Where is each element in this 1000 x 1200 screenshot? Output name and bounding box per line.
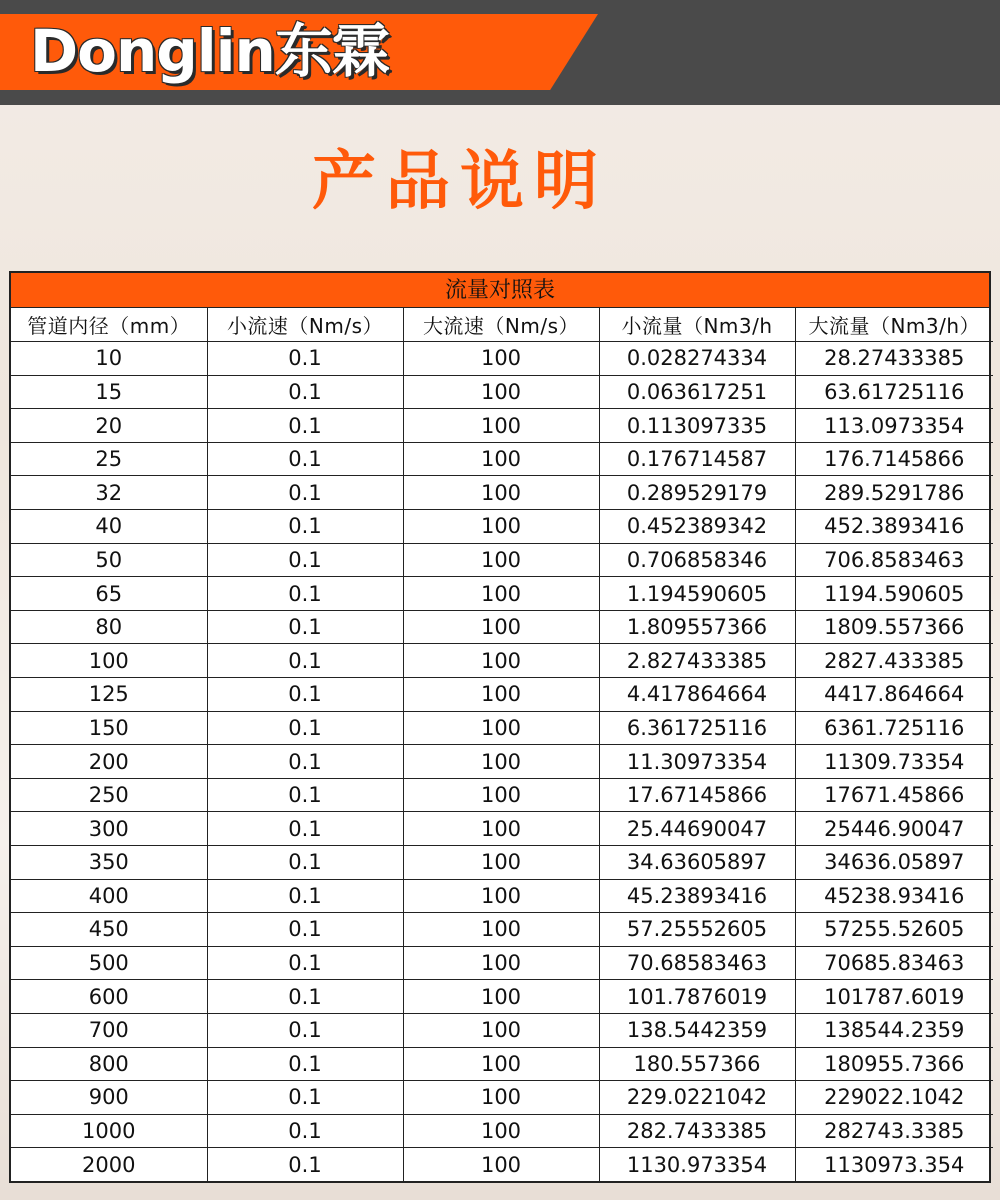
cell-pipe-diameter: 600 [11, 980, 207, 1014]
cell-min-flow: 282.7433385 [599, 1114, 795, 1148]
cell-min-velocity: 0.1 [207, 846, 403, 880]
cell-min-flow: 1.809557366 [599, 610, 795, 644]
cell-pipe-diameter: 80 [11, 610, 207, 644]
cell-min-flow: 0.289529179 [599, 476, 795, 510]
cell-min-flow: 0.113097335 [599, 409, 795, 443]
cell-max-flow: 25446.90047 [795, 812, 993, 846]
table-row [11, 946, 993, 980]
table-row [11, 678, 993, 712]
table-row [11, 1114, 993, 1148]
table-row [11, 577, 993, 611]
cell-max-flow: 4417.864664 [795, 678, 993, 712]
cell-min-velocity: 0.1 [207, 745, 403, 779]
cell-pipe-diameter: 2000 [11, 1148, 207, 1182]
cell-min-velocity: 0.1 [207, 342, 403, 376]
table-row [11, 510, 993, 544]
cell-min-flow: 0.706858346 [599, 543, 795, 577]
cell-max-flow: 289.5291786 [795, 476, 993, 510]
cell-min-flow: 11.30973354 [599, 745, 795, 779]
cell-max-velocity: 100 [403, 1013, 599, 1047]
cell-max-flow: 101787.6019 [795, 980, 993, 1014]
cell-pipe-diameter: 450 [11, 913, 207, 947]
table-row [11, 812, 993, 846]
cell-min-velocity: 0.1 [207, 476, 403, 510]
cell-max-velocity: 100 [403, 1148, 599, 1182]
cell-min-velocity: 0.1 [207, 913, 403, 947]
cell-max-velocity: 100 [403, 1114, 599, 1148]
table-row [11, 879, 993, 913]
cell-max-velocity: 100 [403, 442, 599, 476]
cell-max-flow: 1809.557366 [795, 610, 993, 644]
cell-min-flow: 180.557366 [599, 1047, 795, 1081]
cell-pipe-diameter: 65 [11, 577, 207, 611]
cell-min-velocity: 0.1 [207, 678, 403, 712]
cell-pipe-diameter: 900 [11, 1081, 207, 1115]
flow-table [11, 308, 993, 1181]
cell-max-velocity: 100 [403, 678, 599, 712]
cell-max-velocity: 100 [403, 510, 599, 544]
cell-pipe-diameter: 10 [11, 342, 207, 376]
cell-pipe-diameter: 300 [11, 812, 207, 846]
cell-max-flow: 229022.1042 [795, 1081, 993, 1115]
cell-max-flow: 34636.05897 [795, 846, 993, 880]
table-row [11, 778, 993, 812]
cell-min-flow: 229.0221042 [599, 1081, 795, 1115]
cell-pipe-diameter: 700 [11, 1013, 207, 1047]
cell-pipe-diameter: 800 [11, 1047, 207, 1081]
cell-min-flow: 4.417864664 [599, 678, 795, 712]
cell-min-velocity: 0.1 [207, 711, 403, 745]
table-row [11, 1047, 993, 1081]
table-body [11, 342, 993, 1182]
cell-max-flow: 63.61725116 [795, 375, 993, 409]
cell-min-flow: 138.5442359 [599, 1013, 795, 1047]
table-row [11, 913, 993, 947]
cell-max-flow: 11309.73354 [795, 745, 993, 779]
cell-pipe-diameter: 25 [11, 442, 207, 476]
cell-min-flow: 57.25552605 [599, 913, 795, 947]
cell-min-flow: 0.176714587 [599, 442, 795, 476]
cell-max-flow: 2827.433385 [795, 644, 993, 678]
table-row [11, 846, 993, 880]
column-header-max-velocity: 大流速（Nm/s） [403, 308, 599, 342]
cell-max-velocity: 100 [403, 946, 599, 980]
cell-max-flow: 57255.52605 [795, 913, 993, 947]
cell-pipe-diameter: 500 [11, 946, 207, 980]
table-header-row [11, 308, 993, 342]
cell-max-flow: 452.3893416 [795, 510, 993, 544]
cell-max-flow: 70685.83463 [795, 946, 993, 980]
cell-max-velocity: 100 [403, 812, 599, 846]
cell-max-velocity: 100 [403, 375, 599, 409]
cell-min-velocity: 0.1 [207, 812, 403, 846]
cell-min-velocity: 0.1 [207, 1047, 403, 1081]
table-row [11, 644, 993, 678]
table-row [11, 342, 993, 376]
cell-pipe-diameter: 250 [11, 778, 207, 812]
cell-min-flow: 101.7876019 [599, 980, 795, 1014]
cell-max-flow: 6361.725116 [795, 711, 993, 745]
table-row [11, 1013, 993, 1047]
cell-max-flow: 180955.7366 [795, 1047, 993, 1081]
cell-pipe-diameter: 125 [11, 678, 207, 712]
table-caption: 流量对照表 [11, 273, 989, 308]
cell-max-velocity: 100 [403, 846, 599, 880]
cell-min-velocity: 0.1 [207, 644, 403, 678]
cell-max-flow: 282743.3385 [795, 1114, 993, 1148]
brand-logo-text: Donglin东霖 [30, 17, 389, 85]
table-row [11, 610, 993, 644]
cell-min-velocity: 0.1 [207, 510, 403, 544]
column-header-max-flow: 大流量（Nm3/h） [795, 308, 993, 342]
cell-min-flow: 70.68583463 [599, 946, 795, 980]
flow-reference-table [9, 271, 991, 1183]
cell-max-velocity: 100 [403, 610, 599, 644]
cell-min-velocity: 0.1 [207, 577, 403, 611]
header-bar [0, 0, 1000, 105]
cell-max-velocity: 100 [403, 879, 599, 913]
cell-min-velocity: 0.1 [207, 980, 403, 1014]
table-row [11, 1081, 993, 1115]
table-row [11, 409, 993, 443]
cell-min-flow: 25.44690047 [599, 812, 795, 846]
table-row [11, 980, 993, 1014]
table-row [11, 543, 993, 577]
cell-pipe-diameter: 100 [11, 644, 207, 678]
cell-pipe-diameter: 15 [11, 375, 207, 409]
table-row [11, 745, 993, 779]
cell-min-flow: 6.361725116 [599, 711, 795, 745]
cell-max-flow: 28.27433385 [795, 342, 993, 376]
cell-max-velocity: 100 [403, 711, 599, 745]
cell-min-velocity: 0.1 [207, 610, 403, 644]
cell-max-velocity: 100 [403, 1047, 599, 1081]
cell-max-flow: 1194.590605 [795, 577, 993, 611]
cell-max-velocity: 100 [403, 342, 599, 376]
cell-max-flow: 706.8583463 [795, 543, 993, 577]
cell-min-flow: 34.63605897 [599, 846, 795, 880]
table-row [11, 375, 993, 409]
cell-min-velocity: 0.1 [207, 1013, 403, 1047]
cell-max-flow: 1130973.354 [795, 1148, 993, 1182]
cell-pipe-diameter: 150 [11, 711, 207, 745]
cell-min-velocity: 0.1 [207, 1148, 403, 1182]
cell-min-velocity: 0.1 [207, 946, 403, 980]
cell-pipe-diameter: 400 [11, 879, 207, 913]
cell-min-velocity: 0.1 [207, 442, 403, 476]
cell-max-flow: 45238.93416 [795, 879, 993, 913]
cell-max-flow: 17671.45866 [795, 778, 993, 812]
cell-max-velocity: 100 [403, 778, 599, 812]
cell-min-velocity: 0.1 [207, 1114, 403, 1148]
cell-min-flow: 1130.973354 [599, 1148, 795, 1182]
cell-max-velocity: 100 [403, 543, 599, 577]
cell-min-velocity: 0.1 [207, 879, 403, 913]
column-header-min-flow: 小流量（Nm3/h [599, 308, 795, 342]
cell-pipe-diameter: 50 [11, 543, 207, 577]
cell-min-velocity: 0.1 [207, 543, 403, 577]
cell-max-velocity: 100 [403, 476, 599, 510]
cell-min-flow: 1.194590605 [599, 577, 795, 611]
cell-max-velocity: 100 [403, 577, 599, 611]
page-title: 产品说明 [312, 145, 608, 219]
cell-max-velocity: 100 [403, 644, 599, 678]
cell-max-flow: 138544.2359 [795, 1013, 993, 1047]
cell-max-velocity: 100 [403, 745, 599, 779]
cell-pipe-diameter: 32 [11, 476, 207, 510]
cell-min-flow: 45.23893416 [599, 879, 795, 913]
cell-pipe-diameter: 350 [11, 846, 207, 880]
cell-min-velocity: 0.1 [207, 409, 403, 443]
cell-max-velocity: 100 [403, 1081, 599, 1115]
cell-max-flow: 176.7145866 [795, 442, 993, 476]
cell-max-velocity: 100 [403, 980, 599, 1014]
cell-max-velocity: 100 [403, 409, 599, 443]
cell-min-velocity: 0.1 [207, 375, 403, 409]
cell-pipe-diameter: 40 [11, 510, 207, 544]
cell-min-flow: 0.028274334 [599, 342, 795, 376]
column-header-pipe-diameter: 管道内径（mm） [11, 308, 207, 342]
cell-min-flow: 0.063617251 [599, 375, 795, 409]
cell-min-velocity: 0.1 [207, 1081, 403, 1115]
table-row [11, 711, 993, 745]
column-header-min-velocity: 小流速（Nm/s） [207, 308, 403, 342]
cell-max-flow: 113.0973354 [795, 409, 993, 443]
table-row [11, 1148, 993, 1182]
cell-pipe-diameter: 1000 [11, 1114, 207, 1148]
cell-pipe-diameter: 20 [11, 409, 207, 443]
cell-pipe-diameter: 200 [11, 745, 207, 779]
cell-min-flow: 17.67145866 [599, 778, 795, 812]
table-row [11, 476, 993, 510]
cell-min-velocity: 0.1 [207, 778, 403, 812]
cell-min-flow: 2.827433385 [599, 644, 795, 678]
cell-max-velocity: 100 [403, 913, 599, 947]
cell-min-flow: 0.452389342 [599, 510, 795, 544]
table-row [11, 442, 993, 476]
